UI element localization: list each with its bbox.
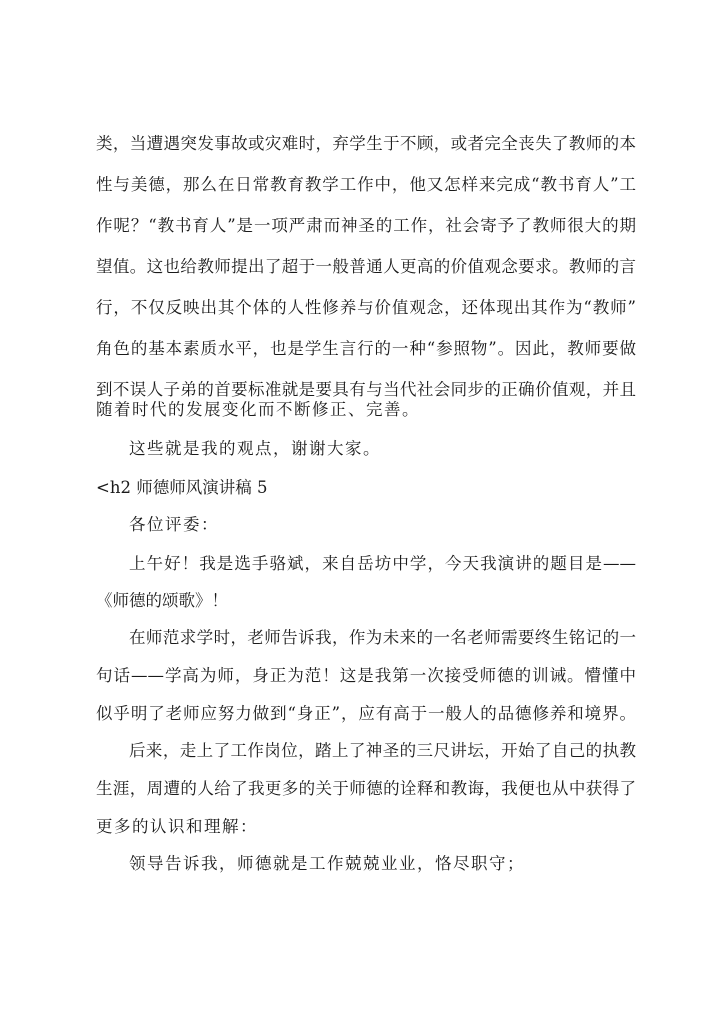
paragraph-line: 更多的认识和理解： [96, 817, 258, 836]
paragraph-line: 在师范求学时，老师告诉我，作为未来的一名老师需要终生铭记的一 [129, 628, 636, 647]
paragraph-line: 《师德的颂歌》！ [96, 591, 228, 610]
section-heading: <h2 师德师风演讲稿 5 [96, 478, 268, 497]
paragraph-line: 性与美德，那么在日常教育教学工作中，他又怎样来完成“教书育人”工 [96, 175, 636, 194]
paragraph-line: 到不误人子弟的首要标准就是要具有与当代社会同步的正确价值观，并且 [96, 380, 636, 399]
paragraph-line: 望值。这也给教师提出了超于一般普通人更高的价值观念要求。教师的言 [96, 257, 636, 276]
paragraph-line: 行，不仅反映出其个体的人性修养与价值观念，还体现出其作为“教师” [96, 298, 636, 317]
paragraph-line: 领导告诉我，师德就是工作兢兢业业，恪尽职守； [129, 854, 525, 873]
paragraph-line: 上午好！我是选手骆斌，来自岳坊中学，今天我演讲的题目是—— [129, 554, 636, 573]
paragraph-line: 类，当遭遇突发事故或灾难时，弃学生于不顾，或者完全丧失了教师的本 [96, 134, 636, 153]
salutation: 各位评委： [129, 515, 219, 534]
paragraph-line: 生涯，周遭的人给了我更多的关于师德的诠释和教诲，我便也从中获得了 [96, 779, 636, 798]
paragraph-line: 作呢？“教书育人”是一项严肃而神圣的工作，社会寄予了教师很大的期 [96, 216, 636, 235]
paragraph-line: 似乎明了老师应努力做到“身正”，应有高于一般人的品德修养和境界。 [96, 704, 636, 723]
paragraph-line: 角色的基本素质水平，也是学生言行的一种“参照物”。因此，教师要做 [96, 339, 636, 358]
paragraph-line: 后来，走上了工作岗位，踏上了神圣的三尺讲坛，开始了自己的执教 [129, 741, 636, 760]
paragraph-line: 随着时代的发展变化而不断修正、完善。 [96, 400, 420, 419]
paragraph-line: 句话——学高为师，身正为范！这是我第一次接受师德的训诫。懵懂中 [96, 666, 636, 685]
paragraph-line: 这些就是我的观点，谢谢大家。 [129, 439, 381, 458]
